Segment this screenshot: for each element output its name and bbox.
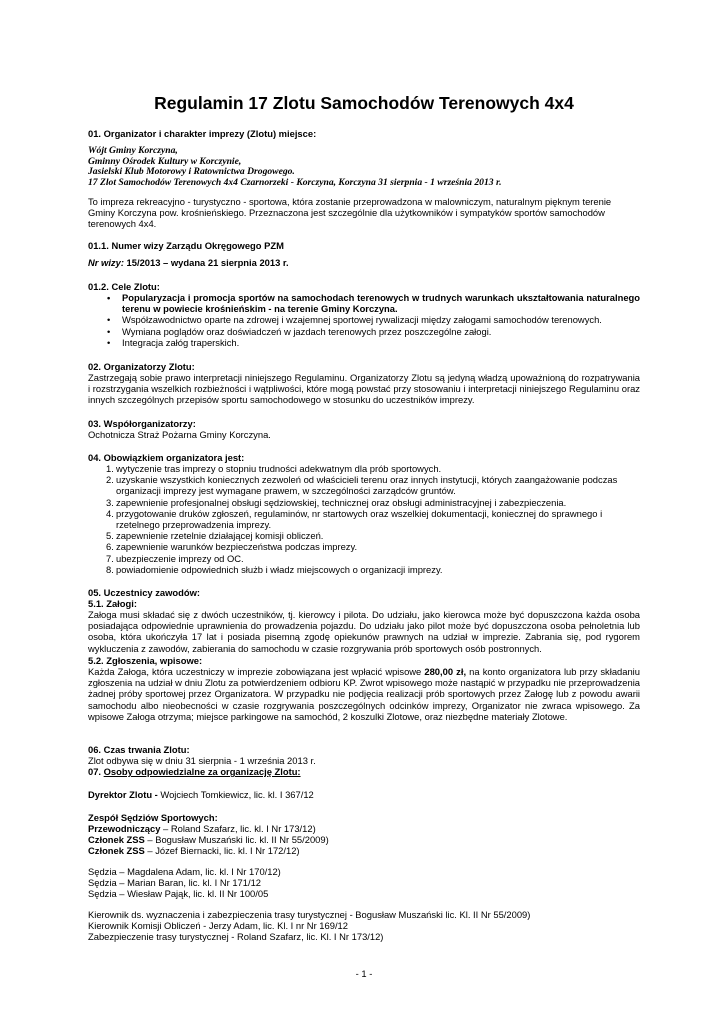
bullet-icon: • <box>107 336 111 348</box>
section-02-heading: 02. Organizatorzy Zlotu: <box>88 361 195 372</box>
staff-line: Zabezpieczenie trasy turystycznej - Roland Szafarz, lic. Kl. I Nr 173/12) <box>88 931 384 943</box>
visa-line <box>88 257 640 268</box>
list-item: 7. ubezpieczenie imprezy od OC. <box>106 552 244 564</box>
staff-line: Kierownik Komisji Obliczeń - Jerzy Adam, lic. Kl. I nr Nr 169/12 <box>88 920 348 932</box>
section-01-heading: 01. Organizator i charakter imprezy (Zlotu) miejsce: <box>88 128 317 139</box>
section-06-text: Zlot odbywa się w dniu 31 sierpnia - 1 września 2013 r. <box>88 755 316 766</box>
organizer-line: 17 Zlot Samochodów Terenowych 4x4 Czarnorzeki - Korczyna, Korczyna 31 sierpnia - 1 września 2013 r. <box>88 176 502 188</box>
judges-list <box>88 823 640 857</box>
referee-line: Sędzia – Magdalena Adam, lic. kl. I Nr 170/12) <box>88 866 281 877</box>
list-item: 4. przygotowanie druków zgłoszeń, regulaminów, nr startowych oraz wszelkiej dokumentacji, koniecznej do sprawnego i rzetelnego przeprowadzenia imprezy. <box>106 507 603 531</box>
entry-fee: 280,00 zł, <box>424 666 467 677</box>
staff-line: Kierownik ds. wyznaczenia i zabezpieczenia trasy turystycznej - Bogusław Muszański lic. Kl. II Nr 55/2009) <box>88 909 531 920</box>
goal-item: • Integracja załóg traperskich. <box>107 336 240 348</box>
section-03-text: Ochotnicza Straż Pożarna Gminy Korczyna. <box>88 429 271 440</box>
document-title: Regulamin 17 Zlotu Samochodów Terenowych 4x4 <box>154 93 574 113</box>
organizer-line: Gminny Ośrodek Kultury w Korczynie, <box>88 155 242 167</box>
judges-heading: Zespół Sędziów Sportowych: <box>88 812 218 823</box>
section-51-text: Załoga musi składać się z dwóch uczestników, tj. kierowcy i pilota. Do udziału, jako kierowca może być dopuszczona każda osoba posiadająca odpowiednie uprawnienia do prowadzenia pojazdu. Do udziału jako pilot może być dopuszczona osoba pełnoletnia lub osoba, która ukończyła 17 lat i posiada pisemną zgodę opiekunów prawnych na udział w imprezie. Zabrania się, pod rygorem wykluczenia z zawodów, zabierania do samochodu w czasie rozgrywania prób sportowych osób postronnych. <box>88 609 640 654</box>
section-03-heading: 03. Współorganizatorzy: <box>88 418 196 429</box>
referee-line: Sędzia – Marian Baran, lic. kl. I Nr 171/12 <box>88 877 261 889</box>
bullet-icon: • <box>107 325 111 337</box>
list-item: 8. powiadomienie odpowiednich służb i władz miejscowych o organizacji imprezy. <box>106 563 443 575</box>
bullet-icon: • <box>107 314 111 326</box>
goal-item: • Wymiana poglądów oraz doświadczeń w jazdach terenowych przez poszczególne załogi. <box>107 325 492 337</box>
section-04-heading: 04. Obowiązkiem organizatora jest: <box>88 452 245 463</box>
referees-list <box>88 866 640 900</box>
section-05-heading: 05. Uczestnicy zawodów: <box>88 587 201 598</box>
list-item: 6. zapewnienie warunków bezpieczeństwa podczas imprezy. <box>106 541 358 553</box>
organizer-list <box>88 146 640 188</box>
section-06-heading: 06. Czas trwania Zlotu: <box>88 744 190 755</box>
section-02-text: Zastrzegają sobie prawo interpretacji niniejszego Regulaminu. Organizatorzy Zlotu są jedyną władzą upoważnioną do rozpatrywania i rozstrzygania wszelkich rozbieżności i wątpliwości, które mogą powstać przy stosowaniu i interpretacji niniejszego Regulaminu oraz innych szczególnych przepisów sportu samochodowego w stosunku do uczestników imprezy. <box>88 372 640 406</box>
section-012-heading: 01.2. Cele Zlotu: <box>88 281 160 292</box>
section-52-heading: 5.2. Zgłoszenia, wpisowe: <box>88 655 203 666</box>
organizer-line: Wójt Gminy Korczyna, <box>88 145 178 156</box>
staff-list <box>88 909 640 943</box>
list-item: 3. zapewnienie profesjonalnej obsługi sędziowskiej, technicznej oraz obsługi administracyjnej i zabezpieczenia. <box>106 496 567 508</box>
bullet-icon: • <box>107 292 111 303</box>
director-value: Wojciech Tomkiewicz, lic. kl. I 367/12 <box>160 789 314 800</box>
judge-line: Członek ZSS – Józef Biernacki, lic. kl. I Nr 172/12) <box>88 845 300 857</box>
goal-item: • Współzawodnictwo oparte na zdrowej i wzajemnej sportowej rywalizacji między załogami samochodów terenowych. <box>107 314 602 326</box>
judge-line: Członek ZSS – Bogusław Muszański lic. kl. II Nr 55/2009) <box>88 834 329 846</box>
organizer-line: Jasielski Klub Motorowy i Ratownictwa Drogowego. <box>88 166 295 178</box>
page-number: - 1 - <box>355 968 373 979</box>
section-01-intro: To impreza rekreacyjno - turystyczno - sportowa, która zostanie przeprowadzona w malowniczym, naturalnym pięknym terenie Gminy Korczyna pow. krośnieńskiego. Przeznaczona jest szczególnie dla użytkowników i sympatyków sportów samochodów terenowych 4x4. <box>88 196 612 230</box>
director-line <box>88 789 640 800</box>
section-52-text: Każda Załoga, która uczestniczy w imprezie zobowiązana jest wpłacić wpisowe 280,00 zł, na konto organizatora lub przy składaniu zgłoszenia na udział w dniu Zlotu za potwierdzeniem odbioru KP. Zwrot wpisowego może nastąpić w przypadku nie przeprowadzenia żadnej próby sportowej przez Organizatora. W przypadku nie podjęcia realizacji prób sportowych przez Załogę lub z powodu awarii samochodu albo nieobecności w czasie rozgrywania poszczególnych odcinków imprezy, Organizator nie zwraca wpisowego. Za wpisowe Załoga otrzyma; miejsce parkingowe na samochód, 2 koszulki Zlotowe, oraz niezbędne materiały Zlotowe. <box>88 666 640 722</box>
section-011-heading: 01.1. Numer wizy Zarządu Okręgowego PZM <box>88 240 284 251</box>
goal-item: • Popularyzacja i promocja sportów na samochodach terenowych w trudnych warunkach ukształtowania naturalnego terenu w powiecie krośnieńskim - na terenie Gminy Korczyna. <box>107 292 640 315</box>
section-51-heading: 5.1. Załogi: <box>88 598 137 609</box>
visa-label: Nr wizy: <box>88 257 124 268</box>
list-item: 2. uzyskanie wszystkich koniecznych zezwoleń od właścicieli terenu oraz innych instytucji, których zaangażowanie podczas organizacji imprezy jest wymagane prawem, w szczególności zarządców gruntów. <box>106 474 618 497</box>
section-07-heading: 07. Osoby odpowiedzialne za organizację Zlotu: <box>88 766 301 777</box>
director-label: Dyrektor Zlotu - <box>88 789 161 800</box>
goals-list <box>104 292 640 348</box>
referee-line: Sędzia – Wiesław Pająk, lic. kl. II Nr 100/05 <box>88 888 269 900</box>
obligations-list <box>88 463 640 575</box>
visa-value: 15/2013 – wydana 21 sierpnia 2013 r. <box>123 257 289 268</box>
list-item: 5. zapewnienie rzetelnie działającej komisji obliczeń. <box>106 530 324 542</box>
list-item: 1. wytyczenie tras imprezy o stopniu trudności adekwatnym dla prób sportowych. <box>106 463 442 474</box>
judge-line: Przewodniczący – Roland Szafarz, lic. kl. I Nr 173/12) <box>88 823 316 834</box>
